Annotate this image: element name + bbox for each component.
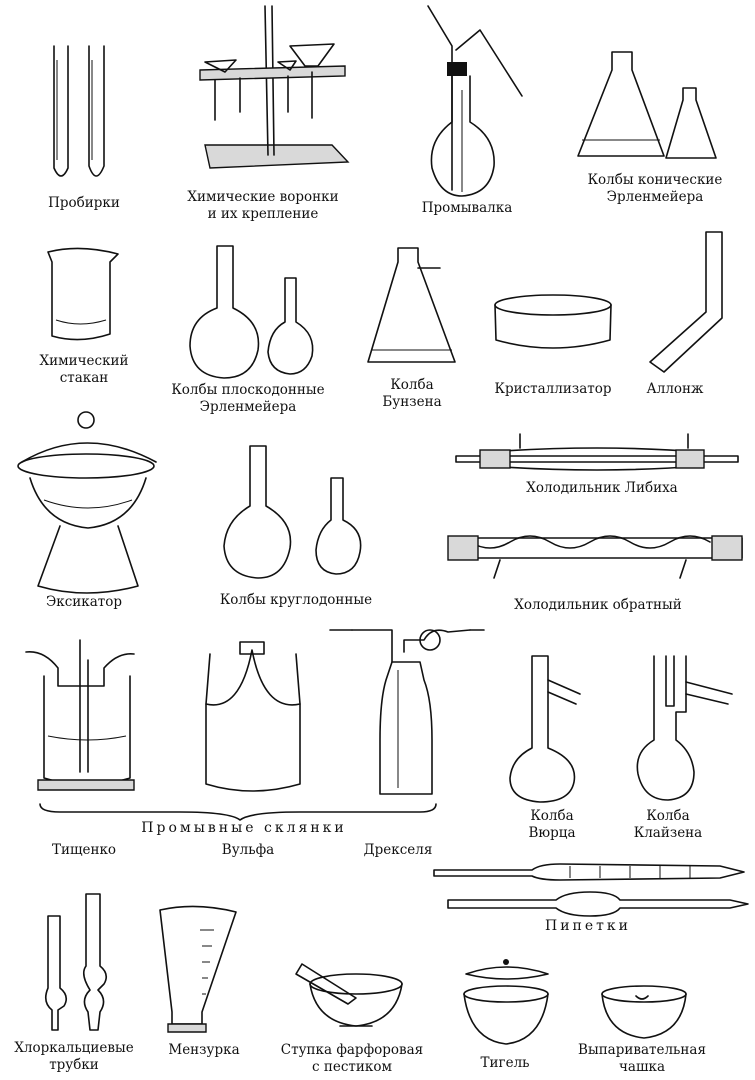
label-mortar-line2: с пестиком	[312, 1059, 392, 1075]
label-liebig-condenser: Холодильник Либиха	[526, 480, 678, 496]
funnel-stand-drawing	[200, 6, 348, 168]
label-crucible: Тигель	[480, 1055, 530, 1071]
label-conical-flasks-line1: Колбы конические	[587, 172, 723, 188]
label-evaporating-dish-line2: чашка	[618, 1059, 666, 1075]
reflux-condenser-drawing	[448, 536, 742, 578]
wulff-bottle-drawing	[206, 642, 300, 791]
label-flat-bottom-flasks-line1: Колбы плоскодонные	[171, 382, 325, 398]
label-round-bottom-flasks: Колбы круглодонные	[219, 592, 373, 608]
label-wurtz-flask-line1: Колба	[530, 808, 574, 824]
wash-bottle-drawing	[428, 6, 522, 196]
crystallizer-drawing	[495, 295, 611, 348]
label-desiccator: Эксикатор	[45, 594, 123, 610]
label-washing-bottles: Промывные склянки	[141, 820, 347, 836]
mortar-pestle-drawing	[296, 964, 402, 1026]
label-drechsel: Дрекселя	[363, 842, 433, 858]
round-bottom-flasks-drawing	[224, 446, 361, 578]
label-bunsen-flask-line2: Бунзена	[382, 394, 442, 410]
liebig-condenser-drawing	[456, 434, 738, 470]
label-flat-bottom-flasks-line2: Эрленмейера	[199, 399, 297, 415]
wurtz-flask-drawing	[510, 656, 580, 802]
label-claisen-flask-line1: Колба	[646, 808, 690, 824]
desiccator-drawing	[18, 412, 156, 593]
label-beaker-line1: Химический	[39, 353, 129, 369]
label-test-tubes: Пробирки	[48, 195, 120, 211]
label-funnels-line2: и их крепление	[207, 206, 319, 222]
crucible-drawing	[464, 959, 548, 1044]
calcium-chloride-tubes-drawing	[46, 894, 107, 1030]
claisen-flask-drawing	[637, 656, 732, 800]
beaker-drawing	[48, 248, 118, 339]
label-beaker-line2: стакан	[59, 370, 109, 386]
label-funnels-line1: Химические воронки	[187, 189, 339, 205]
label-measuring-cone: Мензурка	[168, 1042, 240, 1058]
label-conical-flasks-line2: Эрленмейера	[606, 189, 704, 205]
tishchenko-bottle-drawing	[26, 640, 134, 790]
flat-bottom-flasks-drawing	[190, 246, 313, 378]
label-tishchenko: Тищенко	[51, 842, 117, 858]
label-crystallizer: Кристаллизатор	[494, 381, 612, 397]
label-allonge: Аллонж	[646, 381, 704, 397]
label-mortar-line1: Ступка фарфоровая	[280, 1042, 424, 1058]
drechsel-bottle-drawing	[330, 630, 484, 794]
label-evaporating-dish-line1: Выпаривательная	[578, 1042, 706, 1058]
label-wulff: Вульфа	[221, 842, 275, 858]
evaporating-dish-drawing	[602, 986, 686, 1038]
label-claisen-flask-line2: Клайзена	[633, 825, 703, 841]
bunsen-flask-drawing	[368, 248, 455, 362]
allonge-drawing	[650, 232, 722, 372]
label-calcium-chloride-tubes-line1: Хлоркальциевые	[14, 1040, 134, 1056]
test-tubes-drawing	[54, 46, 104, 176]
label-bunsen-flask-line1: Колба	[390, 377, 434, 393]
label-wash-bottle: Промывалка	[421, 200, 513, 216]
measuring-cone-drawing	[160, 906, 236, 1032]
label-wurtz-flask-line2: Вюрца	[528, 825, 576, 841]
label-pipettes: Пипетки	[545, 918, 631, 934]
bracket-line	[40, 804, 436, 820]
label-reflux-condenser: Холодильник обратный	[514, 597, 682, 613]
conical-flasks-drawing	[578, 52, 716, 158]
label-calcium-chloride-tubes-line2: трубки	[49, 1057, 99, 1073]
pipettes-drawing	[434, 864, 748, 916]
